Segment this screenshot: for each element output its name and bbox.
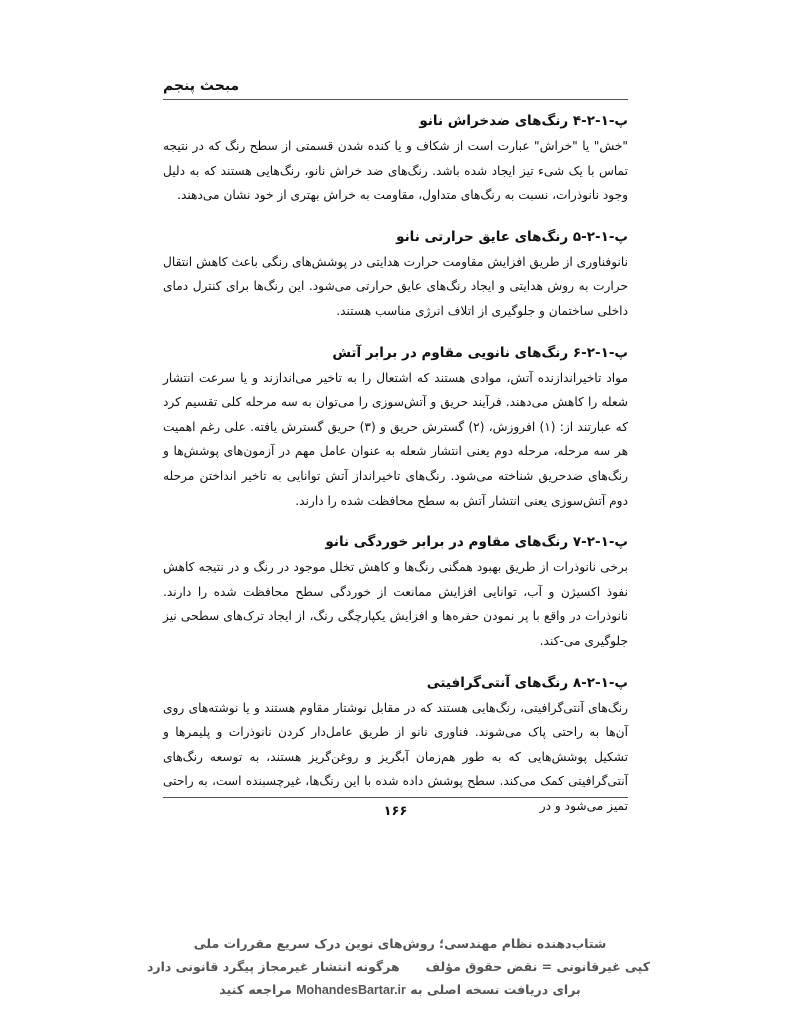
section-title: رنگ‌های مقاوم در برابر خوردگی نانو — [325, 534, 569, 551]
section-heading — [163, 340, 628, 366]
page-number: ۱۶۶ — [383, 804, 408, 819]
section-paragraph: مواد تاخیراندازنده آتش، موادی هستند که اشتعال را به تاخیر می‌اندازند و یا سرعت انتشار شعله را کاهش می‌دهند. فرآیند حریق و آتش‌سوزی را می‌توان به سه مرحله کلی تقسیم کرد که عبارتند از: (۱) افروزش، (۲) گسترش حریق و (۳) حریق گسترش یافته. علی رغم اهمیت هر سه مرحله، مرحله دوم یعنی انتشار شعله به عنوان عامل مهم در آزمون‌های پوشش‌ها و رنگ‌های ضدحریق شناخته می‌شود. رنگ‌های تاخیرانداز آتش توانایی به تاخیر انداختن مرحله دوم آتش‌سوزی یعنی انتشار آتش به سطح محافظت شده را دارند. — [163, 370, 629, 508]
watermark-suffix: مراجعه کنید — [219, 982, 292, 997]
watermark — [147, 932, 650, 1002]
section-heading — [163, 670, 628, 696]
section-corrosion-resistant — [163, 529, 628, 653]
section-title: رنگ‌های نانویی مقاوم در برابر آتش — [332, 344, 569, 361]
watermark-website-link[interactable]: MohandesBartar.ir — [296, 983, 406, 997]
chapter-title: مبحث پنجم — [163, 78, 240, 94]
section-paragraph: رنگ‌های آنتی‌گرافیتی، رنگ‌هایی هستند که در مقابل نوشتار مقاوم هستند و یا نوشته‌های روی آن‌ها به راحتی پاک می‌شوند. فناوری نانو از طریق عامل‌دار کردن نانوذرات و پلیمرها و تشکیل پوشش‌هایی که به طور هم‌زمان آبگریز و روغن‌گریز هستند، به توسعه رنگ‌های آنتی‌گرافیتی کمک می‌کند. سطح پوشش داده شده با این رنگ‌ها، غیرچسبنده است، به راحتی تمیز می‌شود و در — [163, 700, 628, 813]
footer-divider — [163, 797, 628, 798]
section-paragraph: برخی نانوذرات از طریق بهبود همگنی رنگ‌ها و کاهش تخلل موجود در رنگ و در نتیجه کاهش نفوذ اکسیژن و آب، توانایی افزایش ممانعت از خوردگی سطح محافظت شده را دارند. نانوذرات در واقع با پر نمودن حفره‌ها و افزایش یکپارچگی رنگ، از ایجاد ترک‌های سطحی نیز جلوگیری می-کند. — [163, 560, 628, 648]
section-number: پ-۱-۲-۴ — [572, 113, 628, 129]
section-heading — [163, 224, 628, 250]
watermark-copyright-notice: کپی غیرقانونی = نقض حقوق مؤلف — [425, 959, 650, 974]
section-fire-resistant — [163, 340, 628, 514]
section-number: پ-۱-۲-۷ — [572, 534, 628, 551]
section-number: پ-۱-۲-۸ — [572, 674, 628, 691]
header-divider — [163, 99, 628, 100]
section-title: رنگ‌های ضدخراش نانو — [419, 113, 569, 129]
watermark-line-3 — [150, 978, 650, 1002]
watermark-prefix: برای دریافت نسخه اصلی به — [410, 982, 581, 997]
document-body — [163, 108, 628, 834]
section-number: پ-۱-۲-۵ — [572, 228, 628, 245]
section-title: رنگ‌های آنتی‌گرافیتی — [426, 674, 569, 691]
section-anti-scratch — [163, 108, 628, 208]
section-heading — [163, 529, 628, 555]
section-paragraph: "خش" یا "خراش" عبارت است از شکاف و یا کنده شدن قسمتی از سطح رنگ که در نتیجه تماس با یک شیء تیز ایجاد شده باشد. رنگ‌های ضد خراش نانو، رنگ‌هایی هستند که به دلیل وجود نانوذرات، نسبت به رنگ‌های متداول، مقاومت به خراش بهتری از خود نشان می‌دهند. — [163, 139, 628, 203]
section-heading — [163, 108, 628, 134]
section-thermal-insulation — [163, 224, 628, 324]
section-title: رنگ‌های عایق حرارتی نانو — [396, 228, 569, 245]
section-number: پ-۱-۲-۶ — [572, 344, 628, 361]
watermark-line-1: شتاب‌دهنده نظام مهندسی؛ روش‌های نوین درک سریع مقررات ملی — [193, 936, 607, 951]
watermark-legal-notice: هرگونه انتشار غیرمجاز پیگرد قانونی دارد — [147, 959, 400, 974]
section-paragraph: نانوفناوری از طریق افزایش مقاومت حرارت هدایتی در پوشش‌های رنگی باعث کاهش انتقال حرارت به روش هدایتی و ایجاد رنگ‌های عایق حرارتی می‌شود. این رنگ‌ها برای کنترل دمای داخلی ساختمان و جلوگیری از اتلاف انرژی مناسب هستند. — [163, 254, 628, 318]
watermark-line-2 — [147, 955, 650, 978]
